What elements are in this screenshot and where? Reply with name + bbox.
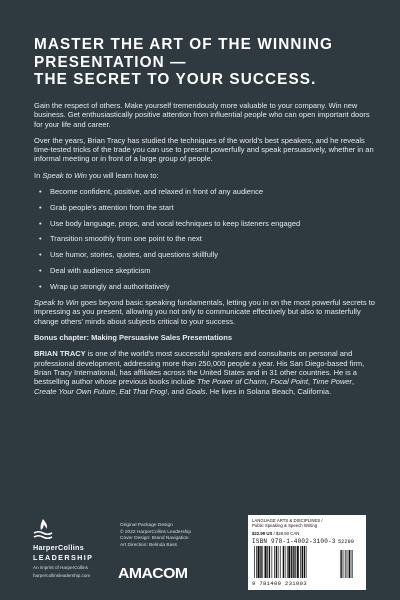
beyond-text: goes beyond basic speaking fundamentals, letting you in on the most powerful secrets to impressing as you present, allowing you not only to communicate effectively but also to masterfully change others' minds about subjects critical to your success. [34, 298, 375, 326]
bullet-icon: • [39, 250, 42, 260]
bullet-icon: • [39, 234, 42, 244]
book-title: Goals [186, 386, 206, 396]
separator: , [115, 386, 120, 396]
list-item-text: Wrap up strongly and authoritatively [50, 281, 170, 291]
list-item-text: Become confident, positive, and relaxed in front of any audience [50, 187, 264, 197]
beyond-paragraph [34, 298, 376, 326]
credit-line: Art Direction: Belinda Bass [120, 542, 178, 548]
publisher-url: harpercollinsleadership.com [33, 573, 91, 578]
amacom-logo: AMACOM [118, 565, 188, 582]
bio-text: . He lives in Solana Beach, California. [205, 386, 332, 396]
book-title: Speak to Win [42, 170, 87, 180]
separator: , and [167, 386, 187, 396]
learn-intro [34, 171, 376, 180]
list-item-text: Deal with audience skepticism [50, 266, 151, 276]
bullet-icon: • [39, 266, 42, 276]
imprint-note: An imprint of HarperCollins [33, 565, 88, 570]
credit-line: © 2022 HarperCollins Leadership [120, 529, 191, 535]
headline [34, 36, 374, 89]
price-us: $22.99 US [252, 531, 273, 536]
headline-line-3: THE SECRET TO YOUR SUCCESS. [34, 71, 317, 88]
flame-and-waves-icon [33, 518, 53, 540]
book-title: Eat That Frog! [119, 386, 168, 396]
book-title: Time Power [312, 377, 353, 387]
learning-list [34, 187, 376, 291]
bullet-icon: • [39, 202, 42, 212]
list-item [34, 250, 376, 259]
barcode-icon [252, 546, 362, 580]
barcode-number: 9 781400 231003 [252, 580, 307, 587]
author-bio [34, 349, 376, 395]
body-copy [34, 101, 376, 403]
list-item [34, 266, 376, 275]
book-title: Create Your Own Future [34, 386, 116, 396]
publisher-imprint-line: LEADERSHIP [33, 553, 94, 562]
separator: , [352, 377, 355, 387]
list-item [34, 234, 376, 243]
bullet-icon: • [39, 281, 42, 291]
subject-category [252, 518, 323, 528]
list-item [34, 282, 376, 291]
list-item [34, 203, 376, 212]
credit-line: Original Package Design [120, 523, 173, 528]
price [252, 531, 299, 536]
list-item-text: Transition smoothly from one point to the next [50, 234, 202, 244]
bonus-chapter: Bonus chapter: Making Persuasive Sales Presentations [34, 333, 232, 343]
category-line: LANGUAGE ARTS & DISCIPLINES / [252, 518, 323, 523]
headline-line-1: MASTER THE ART OF THE WINNING [34, 36, 334, 53]
list-item-text: Grab people's attention from the start [50, 202, 174, 212]
list-item [34, 187, 376, 196]
publisher-name: HarperCollins [33, 543, 85, 552]
learn-intro-prefix: In [34, 170, 43, 180]
book-title: Speak to Win [34, 298, 79, 308]
intro-paragraph: Gain the respect of others. Make yourself tremendously more valuable to your company. Win new business. Get enthusiastically positive attention from influential people who can open important doors for your life and career. [34, 101, 370, 129]
credit-line: Cover Design: Brand Navigation [120, 536, 189, 542]
price-addon-code: 52299 [338, 539, 354, 545]
list-item-text: Use body language, props, and vocal techniques to keep listeners engaged [50, 218, 301, 228]
book-title: Focal Point [270, 377, 308, 387]
headline-line-2: PRESENTATION — [34, 53, 187, 71]
bullet-icon: • [39, 218, 42, 228]
list-item-text: Use humor, stories, quotes, and questions skillfully [50, 250, 218, 260]
book-title: The Power of Charm [197, 377, 267, 387]
barcode-panel [248, 515, 366, 590]
bio-text: is one of the world's most successful speakers and consultants on personal and professional development, addressing more than 250,000 people a year. His San Diego-based firm, Brian Tracy International, has affiliates across the United States and in 31 other countries. He is a bestselling author whose previous books include [34, 349, 365, 387]
separator: , [307, 377, 313, 387]
list-item [34, 219, 376, 228]
separator: , [266, 377, 271, 387]
isbn: ISBN 978-1-4002-3100-3 [252, 538, 336, 545]
learn-intro-suffix: you will learn how to: [86, 170, 159, 180]
techniques-paragraph: Over the years, Brian Tracy has studied the techniques of the world's best speakers, and he reveals time-tested tricks of the trade you can use to present powerfully and speak persuasively, whether in an informal meeting or in front of a large group of people. [34, 135, 374, 164]
bullet-icon: • [39, 187, 42, 197]
price-can: / $28.50 CAN [272, 531, 300, 536]
category-line: Public Speaking & Speech Writing [252, 523, 318, 529]
design-credits [120, 523, 191, 549]
author-name: BRIAN TRACY [34, 349, 86, 359]
